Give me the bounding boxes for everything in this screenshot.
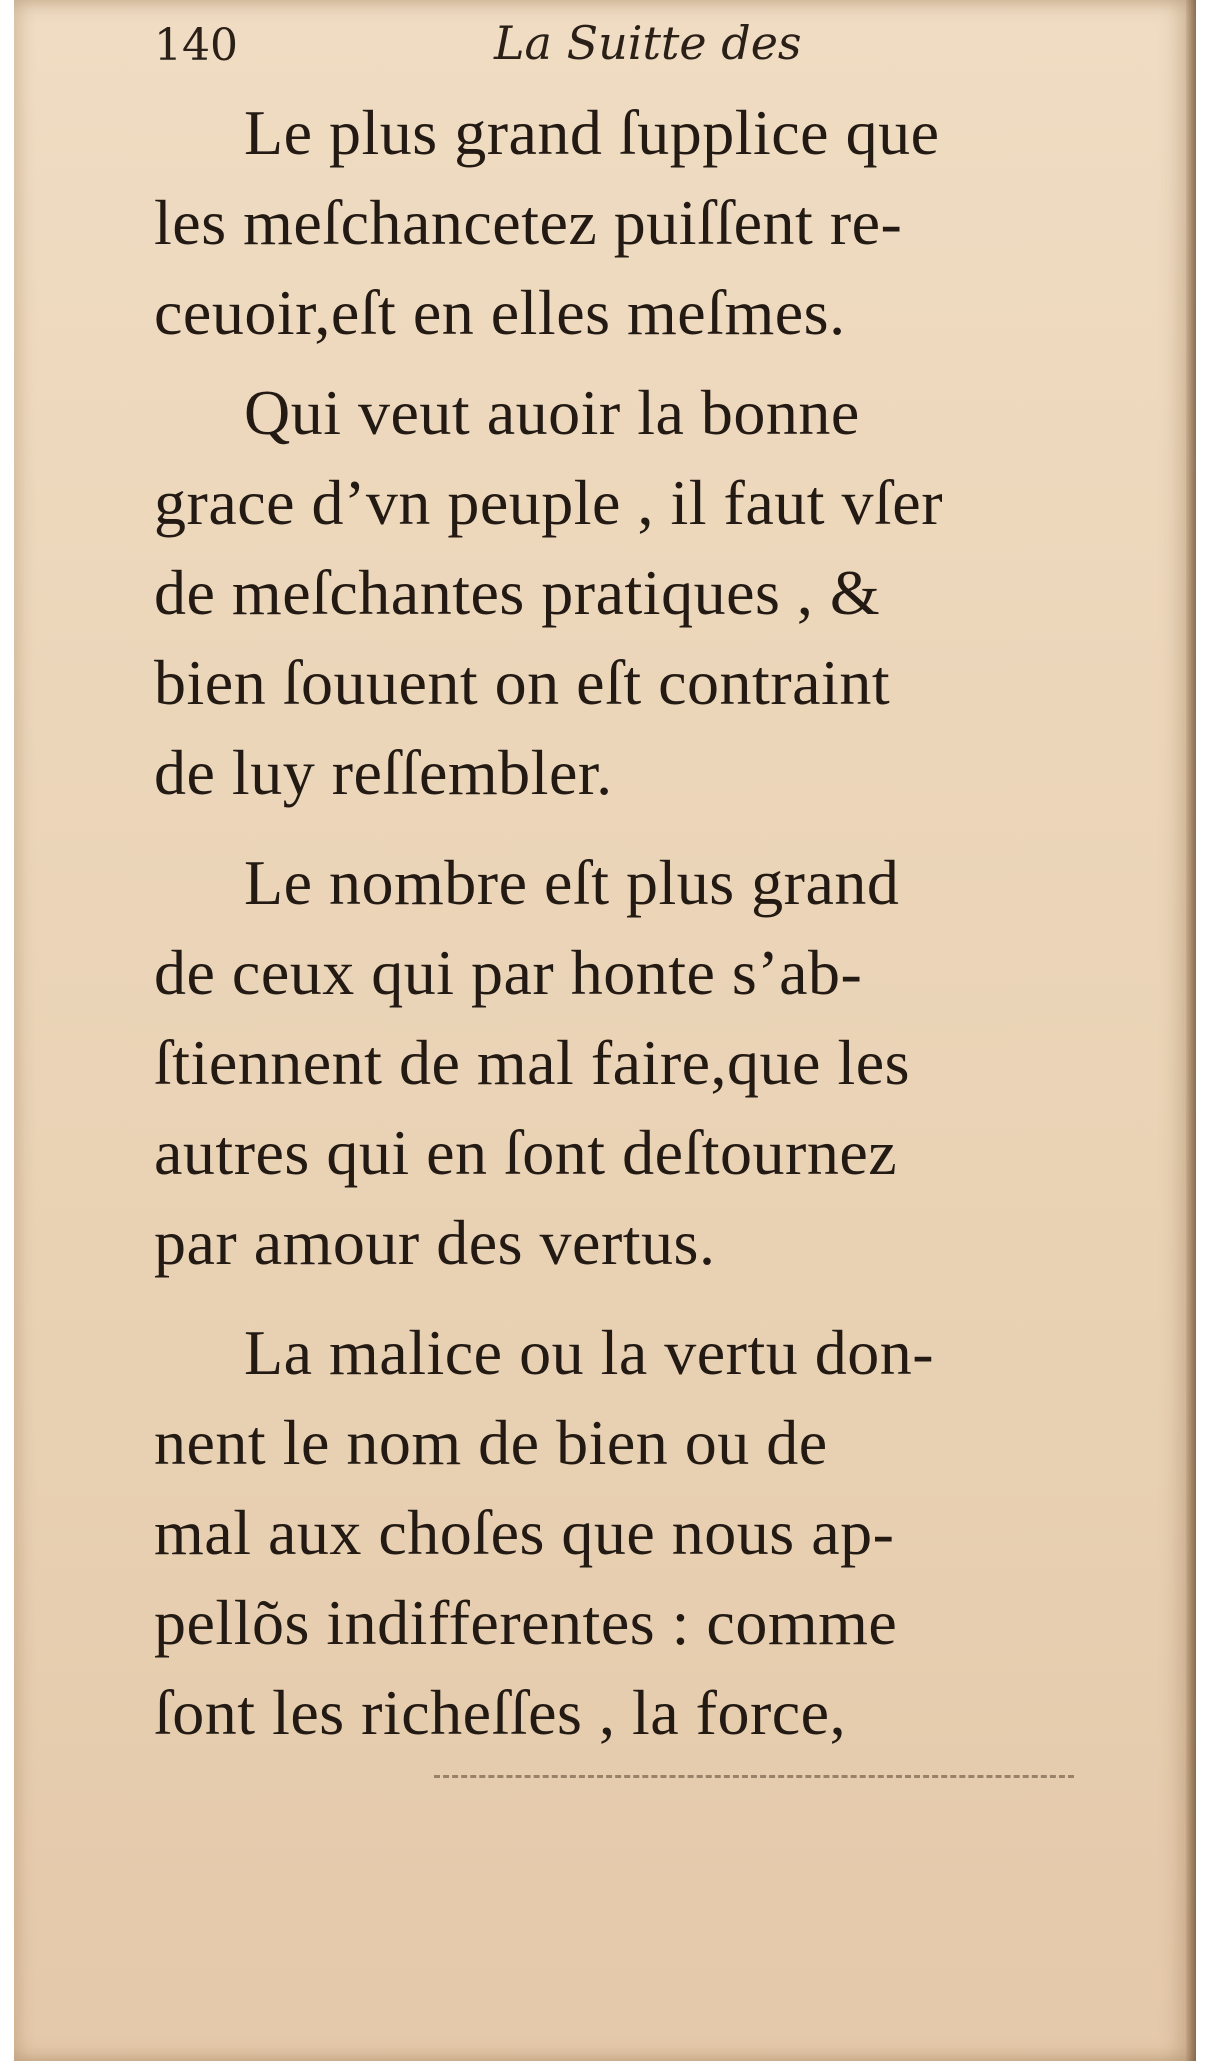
- paragraph-4-line-4: pellõs indifferentes : comme: [154, 1587, 898, 1658]
- paragraph-4-line-3: mal aux choſes que nous ap-: [154, 1497, 895, 1568]
- running-head: La Suitte des: [494, 16, 802, 70]
- paragraph-4-line-5: ſont les richeſſes , la force,: [154, 1677, 847, 1748]
- paragraph-2-line-5: de luy reſſembler.: [154, 737, 613, 808]
- paragraph-3-line-3: ſtiennent de mal faire,que les: [154, 1027, 911, 1098]
- paragraph-2-line-4: bien ſouuent on eſt contraint: [154, 647, 891, 718]
- page-header: [154, 12, 854, 72]
- bleed-through-mark: [294, 1810, 414, 1850]
- paragraph-1-line-1: Le plus grand ſupplice que: [244, 97, 940, 168]
- paragraph-3-line-2: de ceux qui par honte s’ab-: [154, 937, 863, 1008]
- bottom-rule: [434, 1775, 1074, 1778]
- paragraph-1-line-2: les meſchancetez puiſſent re-: [154, 187, 903, 258]
- paragraph-3-line-5: par amour des vertus.: [154, 1207, 716, 1278]
- paragraph-2-line-2: grace d’vn peuple , il faut vſer: [154, 467, 943, 538]
- paragraph-4-line-2: nent le nom de bien ou de: [154, 1407, 828, 1478]
- paragraph-3-line-4: autres qui en ſont deſtournez: [154, 1117, 898, 1188]
- paragraph-1-line-3: ceuoir,eſt en elles meſmes.: [154, 277, 846, 348]
- page-number: 140: [154, 20, 238, 71]
- paragraph-2-line-1: Qui veut auoir la bonne: [244, 377, 860, 448]
- page-edge-shadow: [1186, 0, 1196, 2061]
- paragraph-3-line-1: Le nombre eſt plus grand: [244, 847, 900, 918]
- book-page: [14, 0, 1196, 2061]
- paragraph-2-line-3: de meſchantes pratiques , &: [154, 557, 881, 628]
- paragraph-4-line-1: La malice ou la vertu don-: [244, 1317, 935, 1388]
